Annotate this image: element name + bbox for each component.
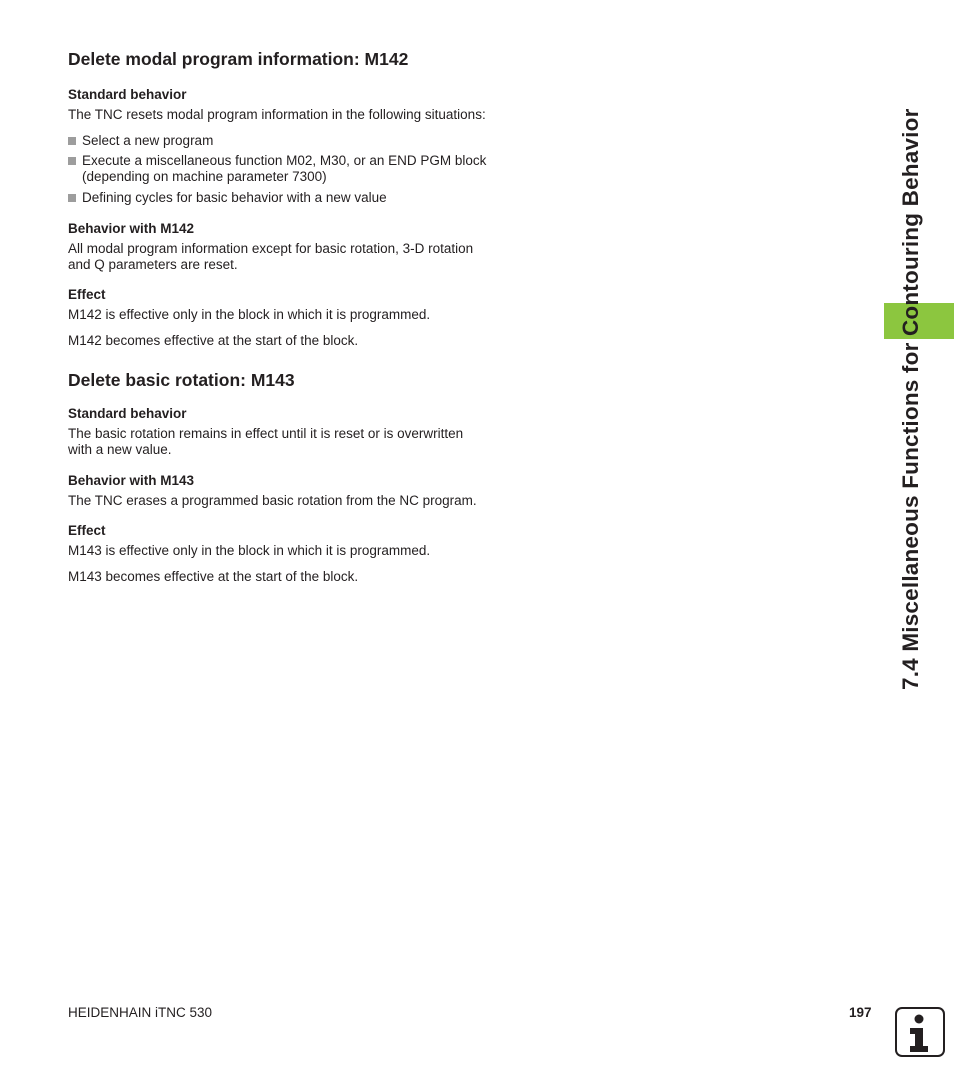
subheading-effect: Effect <box>68 287 106 302</box>
chapter-title: 7.4 Miscellaneous Functions for Contouring Behavior <box>898 108 923 690</box>
paragraph: M143 becomes effective at the start of the block. <box>68 569 359 584</box>
list-item <box>68 133 518 149</box>
page-content <box>68 48 518 585</box>
square-bullet-icon <box>68 194 76 202</box>
list-item-text: Execute a miscellaneous function M02, M30, or an END PGM block <box>82 153 487 168</box>
paragraph: All modal program information except for basic rotation, 3-D rotation <box>68 241 474 256</box>
list-item <box>68 190 518 206</box>
subheading-effect: Effect <box>68 523 106 538</box>
paragraph: with a new value. <box>68 442 172 457</box>
subheading-behavior-m142: Behavior with M142 <box>68 221 195 236</box>
paragraph: The TNC resets modal program information in the following situations: <box>68 107 486 122</box>
paragraph: The TNC erases a programmed basic rotation from the NC program. <box>68 493 477 508</box>
list-item <box>68 153 518 185</box>
subheading-behavior-m143: Behavior with M143 <box>68 473 195 488</box>
square-bullet-icon <box>68 157 76 165</box>
paragraph: and Q parameters are reset. <box>68 257 238 272</box>
paragraph: M142 becomes effective at the start of the block. <box>68 333 359 348</box>
info-icon <box>895 1007 945 1057</box>
list-item-text: Select a new program <box>82 133 214 148</box>
square-bullet-icon <box>68 137 76 145</box>
section-heading-m142: Delete modal program information: M142 <box>68 49 409 69</box>
list-item-text: (depending on machine parameter 7300) <box>82 169 327 184</box>
paragraph: M142 is effective only in the block in which it is programmed. <box>68 307 431 322</box>
subheading-standard-behavior: Standard behavior <box>68 87 187 102</box>
bullet-list <box>68 133 518 206</box>
list-item-text: Defining cycles for basic behavior with a new value <box>82 190 387 205</box>
section-heading-m143: Delete basic rotation: M143 <box>68 370 295 390</box>
footer-product-name: HEIDENHAIN iTNC 530 <box>68 1005 213 1020</box>
paragraph: M143 is effective only in the block in which it is programmed. <box>68 543 431 558</box>
subheading-standard-behavior: Standard behavior <box>68 406 187 421</box>
paragraph: The basic rotation remains in effect until it is reset or is overwritten <box>68 426 464 441</box>
page-number: 197 <box>849 1005 872 1020</box>
